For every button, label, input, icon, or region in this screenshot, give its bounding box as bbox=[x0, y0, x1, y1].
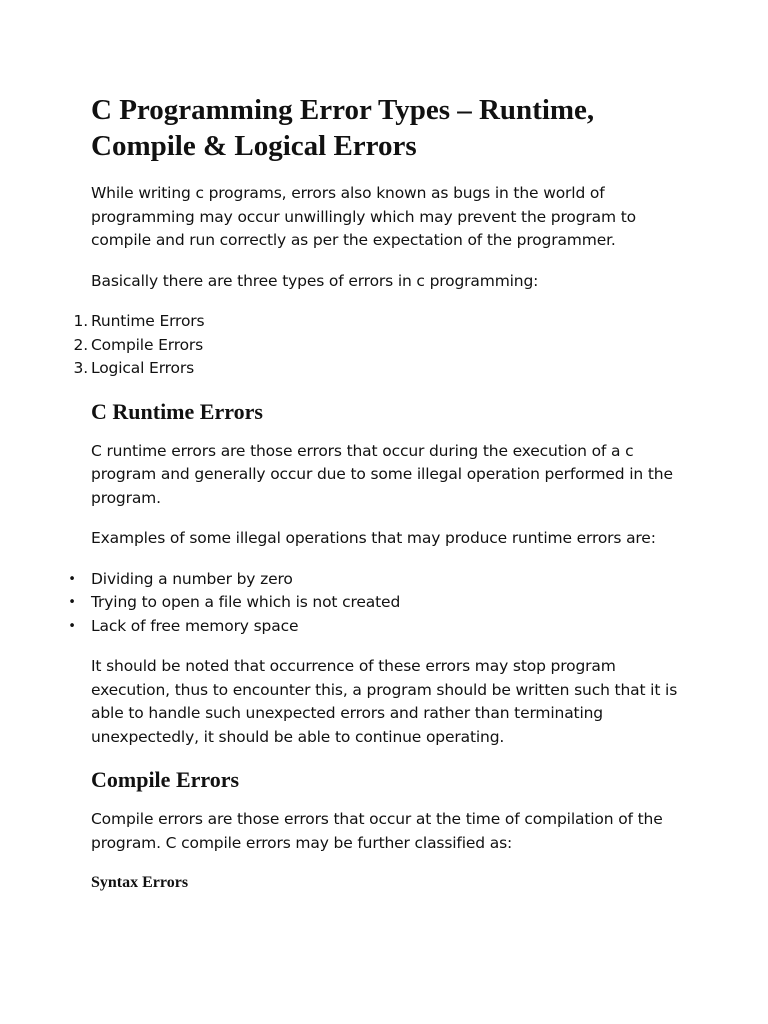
bullet-icon: • bbox=[68, 618, 76, 634]
list-item bbox=[68, 568, 681, 592]
list-number: 2. bbox=[73, 335, 88, 354]
syntax-errors-subheading: Syntax Errors bbox=[91, 874, 189, 891]
bullet-icon: • bbox=[68, 571, 76, 587]
types-intro-paragraph: Basically there are three types of errors in c programming: bbox=[91, 271, 539, 290]
list-item bbox=[68, 615, 681, 639]
bullet-icon: • bbox=[68, 595, 76, 610]
intro-paragraph: While writing c programs, errors also known as bugs in the world of programming may occur unwillingly which may prevent the program to compile and run correctly as per the expectation of the programmer. bbox=[91, 184, 636, 249]
compile-errors-heading: Compile Errors bbox=[91, 767, 240, 792]
list-item-label: Trying to open a file which is not created bbox=[91, 593, 401, 611]
list-number: 3. bbox=[73, 359, 88, 377]
list-item-label: Compile Errors bbox=[91, 335, 204, 354]
page-title: C Programming Error Types – Runtime, Compile & Logical Errors bbox=[91, 94, 595, 162]
list-item-label: Runtime Errors bbox=[91, 312, 205, 330]
list-item-label: Logical Errors bbox=[91, 359, 195, 377]
list-number: 1. bbox=[73, 312, 88, 330]
article-body bbox=[68, 92, 681, 894]
list-item bbox=[73, 334, 681, 358]
runtime-examples-intro: Examples of some illegal operations that may produce runtime errors are: bbox=[91, 529, 656, 547]
list-item bbox=[73, 357, 681, 381]
runtime-errors-heading: C Runtime Errors bbox=[91, 398, 263, 424]
runtime-note-paragraph: It should be noted that occurrence of these errors may stop program execution, thus to encounter this, a program should be written such that it is able to handle such unexpected errors and rather than terminating unexpectedly, it should be able to continue operating. bbox=[91, 657, 678, 746]
runtime-examples-list bbox=[68, 568, 681, 639]
runtime-description-paragraph: C runtime errors are those errors that occur during the execution of a c program and generally occur due to some illegal operation performed in the program. bbox=[91, 441, 673, 507]
list-item-label: Dividing a number by zero bbox=[91, 569, 293, 588]
list-item-label: Lack of free memory space bbox=[91, 616, 299, 635]
list-item bbox=[73, 310, 681, 334]
error-types-list bbox=[73, 310, 681, 381]
list-item bbox=[68, 591, 681, 615]
compile-description-paragraph: Compile errors are those errors that occur at the time of compilation of the program. C compile errors may be further classified as: bbox=[91, 810, 663, 852]
